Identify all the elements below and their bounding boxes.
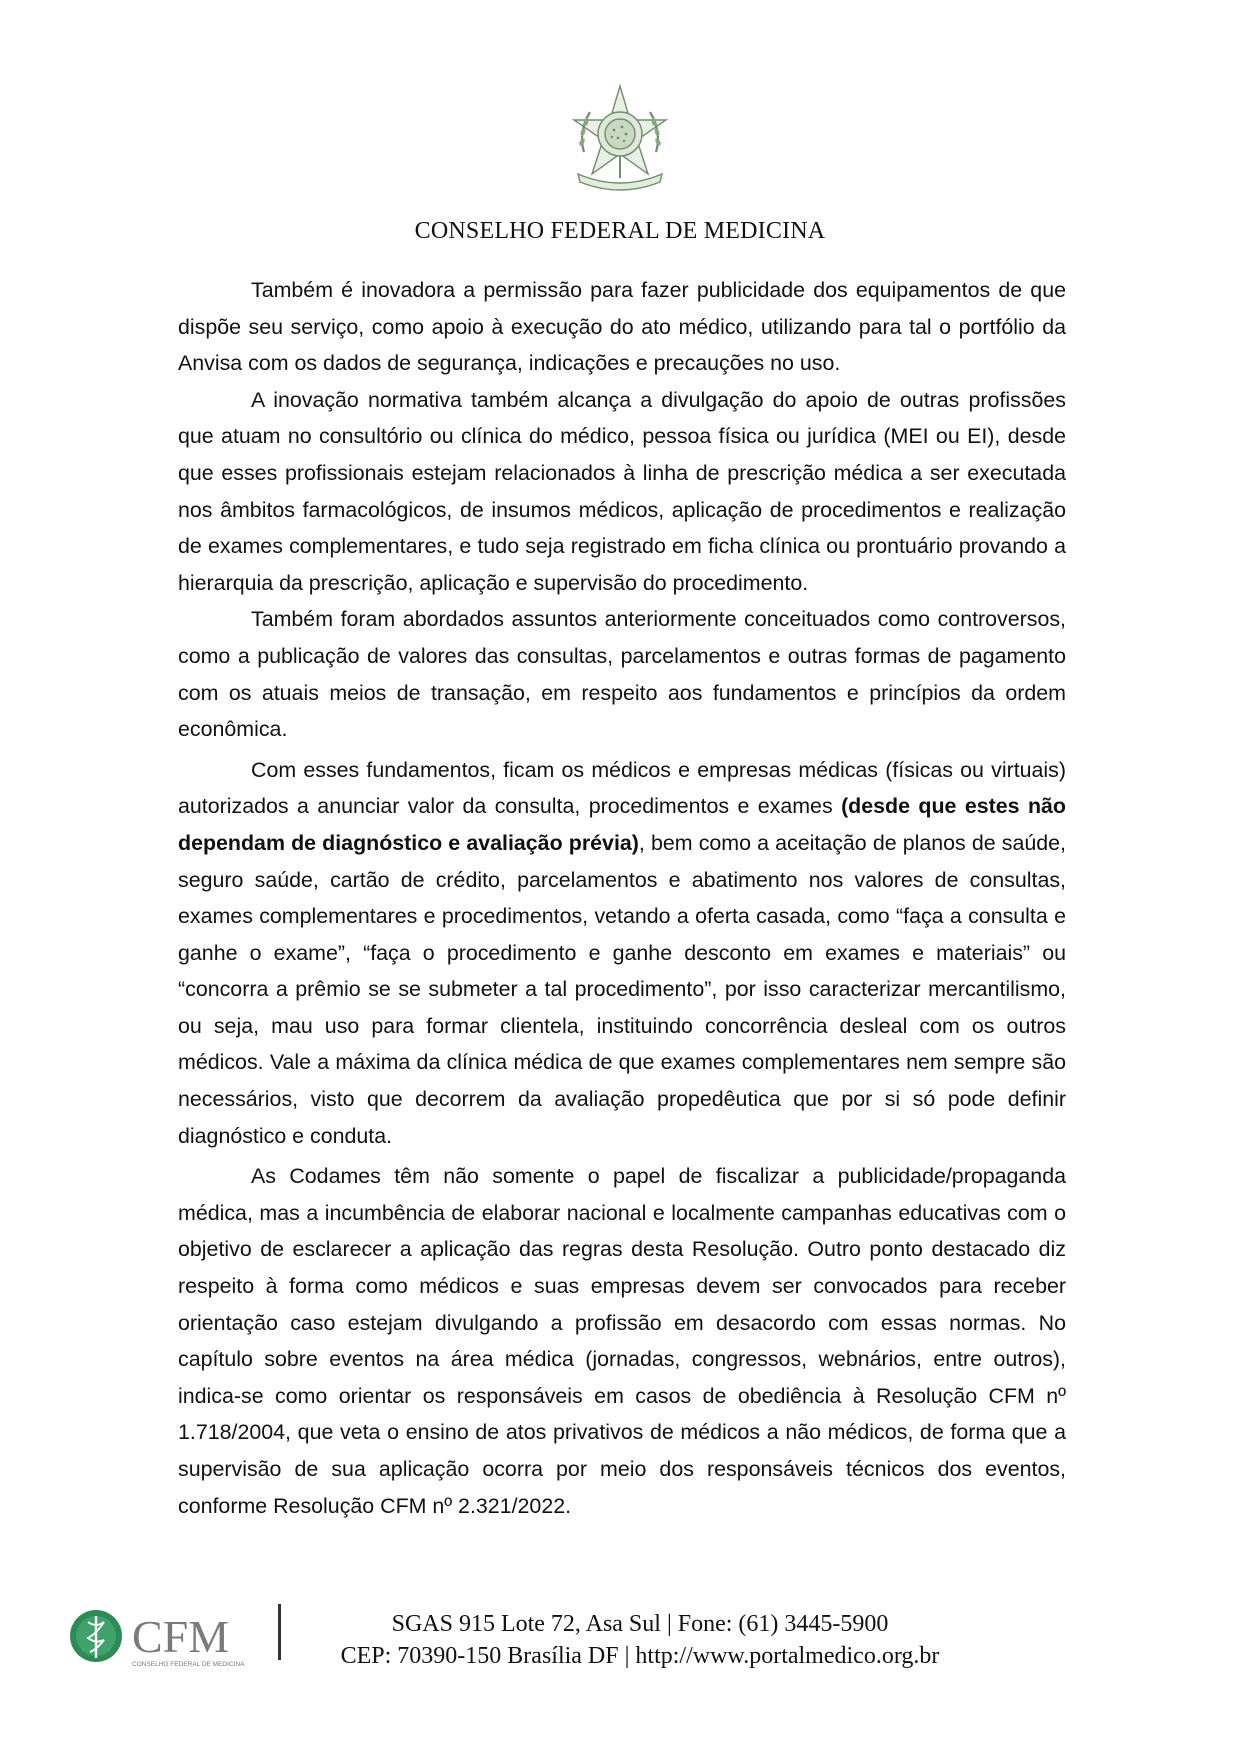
body-text (178, 272, 1066, 1524)
organization-title: CONSELHO FEDERAL DE MEDICINA (414, 218, 826, 244)
address-line-1: SGAS 915 Lote 72, Asa Sul | Fone: (61) 3445-5900 (391, 1611, 889, 1637)
address-line-2: CEP: 70390-150 Brasília DF | http://www.portalmedico.org.br (340, 1643, 940, 1669)
paragraph-controversial-topics: Também foram abordados assuntos anteriormente conceituados como controversos, como a publicação de valores das consultas, parcelamentos e outras formas de pagamento com os atuais meios de transação, em respeito aos fundamentos e princípios da ordem econômica. (178, 607, 1066, 742)
paragraph-equipment-advertising: Também é inovadora a permissão para fazer publicidade dos equipamentos de que dispõe seu serviço, como apoio à execução do ato médico, utilizando para tal o portfólio da Anvisa com os dados de segurança, indicações e precauções no uso. (178, 278, 1066, 376)
logo-subtext: CONSELHO FEDERAL DE MEDICINA (132, 1661, 245, 1668)
paragraph-authorized-ads-bold: (desde que estes não dependam de diagnóstico e avaliação prévia) (178, 794, 1066, 855)
logo-wordmark: CFM (132, 1611, 230, 1662)
paragraph-authorized-ads-end: , bem como a aceitação de planos de saúde, seguro saúde, cartão de crédito, parcelamentos e abatimento nos valores de consultas, exames complementares e procedimentos, vetando a oferta casada, como “faça a consulta e ganhe o exame”, “faça o procedimento e ganhe desconto em exames e materiais” ou “concorra a prêmio se se submeter a tal procedimento”, por isso caracterizar mercantilismo, ou seja, mau uso para formar clientela, instituindo concorrência desleal com os outros médicos. Vale a máxima da clínica médica de que exames complementares nem sempre são necessários, visto que decorrem da avaliação propedêutica que por si só pode definir diagnóstico e conduta. (178, 830, 1067, 1148)
footer-divider (278, 1604, 281, 1660)
coat-of-arms-seal (564, 82, 676, 194)
cfm-logo (68, 1602, 268, 1672)
paragraph-authorized-ads (178, 752, 1066, 1155)
paragraph-codames: As Codames têm não somente o papel de fiscalizar a publicidade/propaganda médica, mas a incumbência de elaborar nacional e localmente campanhas educativas com o objetivo de esclarecer a aplicação das regras desta Resolução. Outro ponto destacado diz respeito à forma como médicos e suas empresas devem ser convocados para receber orientação caso estejam divulgando a profissão em desacordo com essas normas. No capítulo sobre eventos na área médica (jornadas, congressos, webnários, entre outros), indica-se como orientar os responsáveis em casos de obediência à Resolução CFM nº 1.718/2004, que veta o ensino de atos privativos de médicos a não médicos, de forma que a supervisão de sua aplicação ocorra por meio dos responsáveis técnicos dos eventos, conforme Resolução CFM nº 2.321/2022. (178, 1164, 1066, 1518)
paragraph-authorized-ads-start: Com esses fundamentos, ficam os médicos e empresas médicas (físicas ou virtuais) autorizados a anunciar valor da consulta, procedimentos e exames (178, 757, 1066, 819)
footer-address (290, 1608, 990, 1672)
paragraph-other-professions: A inovação normativa também alcança a divulgação do apoio de outras profissões que atuam no consultório ou clínica do médico, pessoa física ou jurídica (MEI ou EI), desde que esses profissionais estejam relacionados à linha de prescrição médica a ser executada nos âmbitos farmacológicos, de insumos médicos, aplicação de procedimentos e realização de exames complementares, e tudo seja registrado em ficha clínica ou prontuário provando a hierarquia da prescrição, aplicação e supervisão do procedimento. (178, 387, 1066, 595)
